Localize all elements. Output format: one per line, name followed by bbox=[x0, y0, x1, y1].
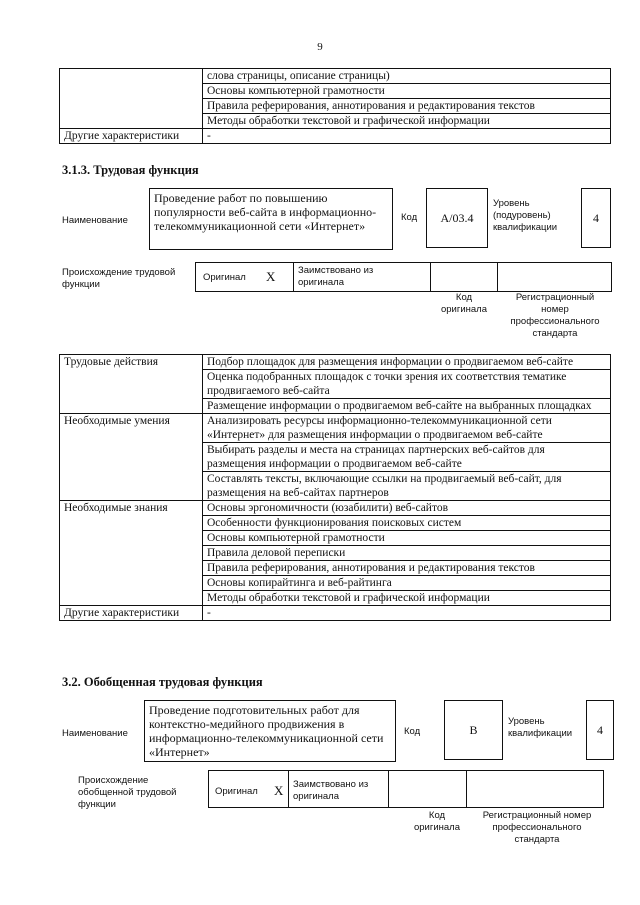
name-label: Наименование bbox=[62, 215, 128, 226]
table-row bbox=[60, 414, 611, 443]
table-cell: Подбор площадок для размещения информации о продвигаемом веб-сайте bbox=[203, 355, 611, 370]
table-cell: Правила реферирования, аннотирования и редактирования текстов bbox=[203, 561, 611, 576]
borrowed-label: Заимствовано из оригинала bbox=[298, 265, 374, 288]
table-row bbox=[60, 501, 611, 516]
level-label: Уровень (подуровень) квалификации bbox=[493, 198, 558, 233]
table-cell: Основы компьютерной грамотности bbox=[203, 84, 611, 99]
section-heading: 3.2. Обобщенная трудовая функция bbox=[62, 675, 263, 689]
table-cell: Составлять тексты, включающие ссылки на продвигаемый веб-сайт, для размещения на веб-сайтах партнеров bbox=[203, 472, 611, 501]
code-label: Код bbox=[401, 212, 418, 223]
table-cell: Методы обработки текстовой и графической информации bbox=[203, 114, 611, 129]
row-label: Другие характеристики bbox=[60, 606, 203, 621]
code-value-box: A/03.4 bbox=[426, 188, 488, 248]
code-label: Код bbox=[404, 726, 421, 737]
divider bbox=[293, 262, 294, 292]
table-cell: Основы копирайтинга и веб-райтинга bbox=[203, 576, 611, 591]
table-cell: - bbox=[203, 606, 611, 621]
table-cell: Основы компьютерной грамотности bbox=[203, 531, 611, 546]
function-details-table bbox=[59, 354, 611, 621]
table-cell: Методы обработки текстовой и графической информации bbox=[203, 591, 611, 606]
level-value-box: 4 bbox=[581, 188, 611, 248]
page-number: 9 bbox=[317, 41, 323, 53]
level-label: Уровень квалификации bbox=[508, 716, 573, 739]
divider bbox=[430, 262, 431, 292]
table-cell: Оценка подобранных площадок с точки зрения их соответствия тематике продвигаемого веб-сайта bbox=[203, 370, 611, 399]
original-mark: X bbox=[274, 783, 284, 798]
divider bbox=[388, 770, 389, 808]
divider bbox=[466, 770, 467, 808]
table-row bbox=[60, 606, 611, 621]
origin-box bbox=[208, 770, 604, 808]
code-value-box: B bbox=[444, 700, 503, 760]
origin-label: Происхождение обобщенной трудовой функции bbox=[78, 775, 177, 810]
original-label: Оригинал bbox=[215, 786, 258, 797]
table-cell: Правила реферирования, аннотирования и редактирования текстов bbox=[203, 99, 611, 114]
divider bbox=[288, 770, 289, 808]
section-heading: 3.1.3. Трудовая функция bbox=[62, 163, 199, 177]
reg-number-label: Регистрационный номер профессионального стандарта bbox=[482, 810, 592, 845]
knowledge-table-continued bbox=[59, 68, 611, 144]
row-label: Трудовые действия bbox=[60, 355, 203, 414]
divider bbox=[497, 262, 498, 292]
original-label: Оригинал bbox=[203, 272, 246, 283]
table-cell: Размещение информации о продвигаемом веб-сайте на выбранных площадках bbox=[203, 399, 611, 414]
code-original-label: Код оригинала bbox=[413, 810, 460, 833]
code-original-label: Код оригинала bbox=[440, 292, 487, 315]
table-cell: Правила деловой переписки bbox=[203, 546, 611, 561]
row-label: Необходимые знания bbox=[60, 501, 203, 606]
generalized-function-name-box: Проведение подготовительных работ для контекстно-медийного продвижения в информационно-телекоммуникационной сети «Интернет» bbox=[144, 700, 396, 762]
table-row bbox=[60, 355, 611, 370]
table-row bbox=[60, 69, 611, 84]
table-cell: Анализировать ресурсы информационно-телекоммуникационной сети «Интернет» для размещения информации о продвигаемом веб-сайте bbox=[203, 414, 611, 443]
table-cell: Основы эргономичности (юзабилити) веб-сайтов bbox=[203, 501, 611, 516]
row-label: Необходимые умения bbox=[60, 414, 203, 501]
empty-label-cell bbox=[60, 69, 203, 129]
reg-number-label: Регистрационный номер профессионального стандарта bbox=[510, 292, 600, 339]
table-cell: - bbox=[203, 129, 611, 144]
row-label: Другие характеристики bbox=[60, 129, 203, 144]
original-mark: X bbox=[266, 269, 276, 284]
borrowed-label: Заимствовано из оригинала bbox=[293, 779, 369, 802]
level-value-box: 4 bbox=[586, 700, 614, 760]
name-label: Наименование bbox=[62, 728, 128, 739]
function-name-box: Проведение работ по повышению популярности веб-сайта в информационно-телекоммуникационной сети «Интернет» bbox=[149, 188, 393, 250]
table-cell: слова страницы, описание страницы) bbox=[203, 69, 611, 84]
table-cell: Особенности функционирования поисковых систем bbox=[203, 516, 611, 531]
origin-label: Происхождение трудовой функции bbox=[62, 267, 176, 290]
table-row bbox=[60, 129, 611, 144]
table-cell: Выбирать разделы и места на страницах партнерских веб-сайтов для размещения информации о продвигаемом веб-сайте bbox=[203, 443, 611, 472]
